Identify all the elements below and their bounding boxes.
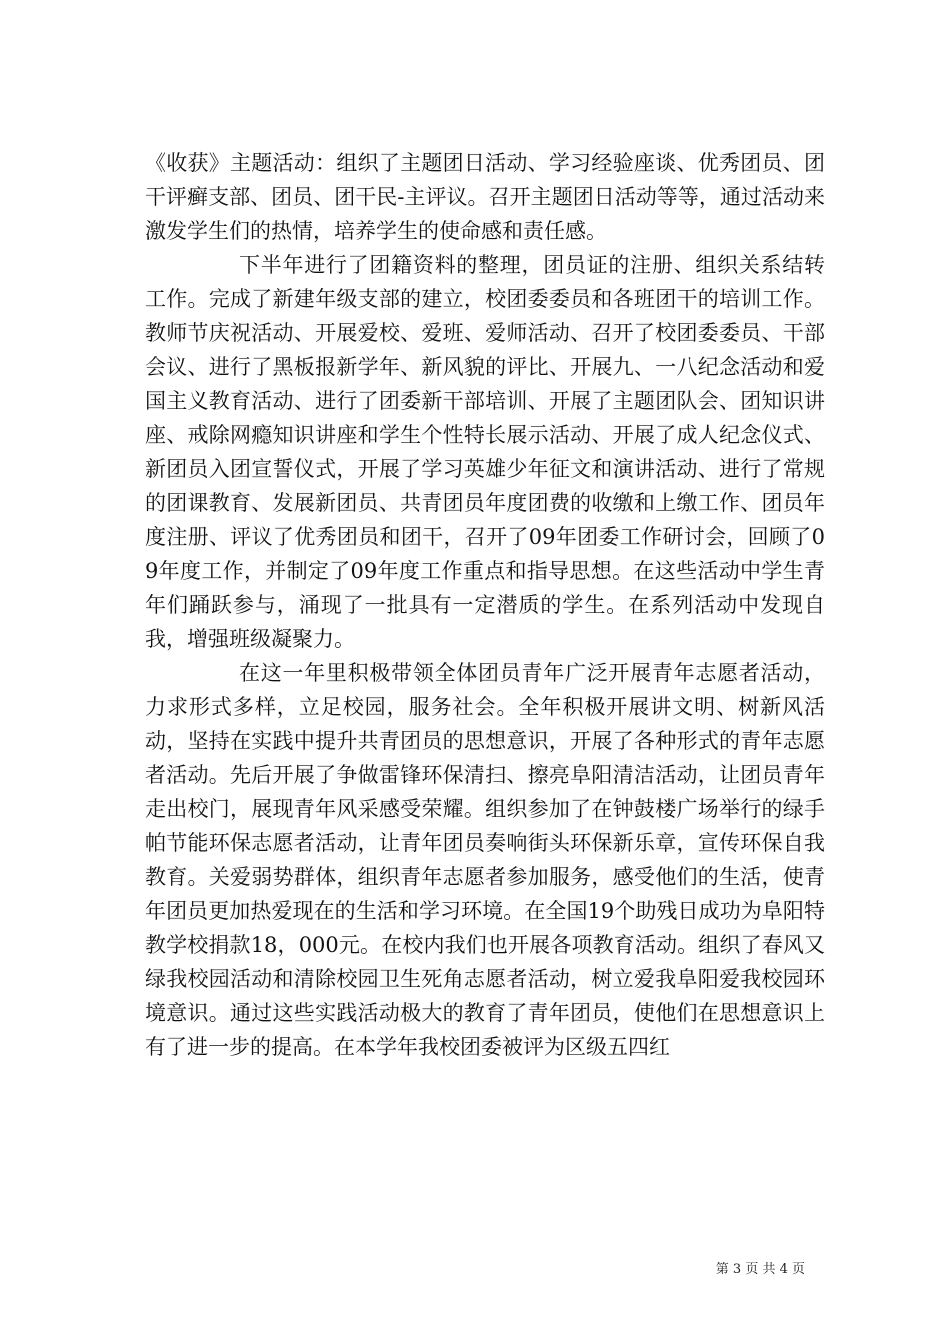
paragraph-second-half-year-work: 下半年进行了团籍资料的整理，团员证的注册、组织关系结转工作。完成了新建年级支部的建立，校团委委员和各班团干的培训工作。教师节庆祝活动、开展爱校、爱班、爱师活动、召开了校团委委员、干部会议、进行了黑板报新学年、新风貌的评比、开展九、一八纪念活动和爱国主义教育活动、进行了团委新干部培训、开展了主题团队会、团知识讲座、戒除网瘾知识讲座和学生个性特长展示活动、开展了成人纪念仪式、新团员入团宣誓仪式，开展了学习英雄少年征文和演讲活动、进行了常规的团课教育、发展新团员、共青团员年度团费的收缴和上缴工作、团员年度注册、评议了优秀团员和团干，召开了09年团委工作研讨会，回顾了09年度工作，并制定了09年度工作重点和指导思想。在这些活动中学生青年们踊跃参与，涌现了一批具有一定潜质的学生。在系列活动中发现自我，增强班级凝聚力。: [145, 253, 825, 651]
paragraph-volunteer-activities: 在这一年里积极带领全体团员青年广泛开展青年志愿者活动，力求形式多样，立足校园，服务社会。全年积极开展讲文明、树新风活动，坚持在实践中提升共青团员的思想意识，开展了各种形式的青年志愿者活动。先后开展了争做雷锋环保清扫、擦亮阜阳清洁活动，让团员青年走出校门，展现青年风采感受荣耀。组织参加了在钟鼓楼广场举行的绿手帕节能环保志愿者活动，让青年团员奏响街头环保新乐章，宣传环保自我教育。关爱弱势群体，组织青年志愿者参加服务，感受他们的生活，使青年团员更加热爱现在的生活和学习环境。在全国19个助残日成功为阜阳特教学校捐款18，000元。在校内我们也开展各项教育活动。组织了春风又绿我校园活动和清除校园卫生死角志愿者活动，树立爱我阜阳爱我校园环境意识。通过这些实践活动极大的教育了青年团员，使他们在思想意识上有了进一步的提高。在本学年我校团委被评为区级五四红: [145, 661, 825, 1059]
document-body: [145, 146, 825, 1064]
paragraph-harvest-activities: 《收获》主题活动：组织了主题团日活动、学习经验座谈、优秀团员、团干评癣支部、团员、团干民-主评议。召开主题团日活动等等，通过活动来激发学生们的热情，培养学生的使命感和责任感。: [145, 151, 825, 243]
page-number-footer: 第 3 页 共 4 页: [715, 1262, 805, 1277]
